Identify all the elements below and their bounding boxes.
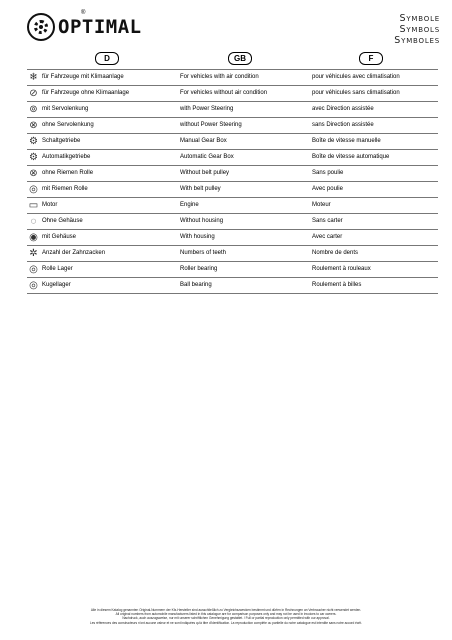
symbol-label-en: For vehicles without air condition [180, 90, 268, 96]
symbol-row [27, 118, 438, 134]
footer-line-fr: Les références des constructeurs n'ont aucune valeur et ne sont indiquées qu'à titre d'identification. La reproduction complète ou partielle du notre catalogue est interdite sans notre accord écrit. [89, 620, 363, 625]
symbol-label-de: für Fahrzeuge ohne Klimaanlage [42, 90, 130, 96]
registered-mark: ® [81, 10, 86, 16]
symbol-label-en: Manual Gear Box [180, 138, 227, 144]
symbol-label-de: ohne Servolenkung [42, 122, 94, 128]
symbol-label-de: mit Riemen Rolle [42, 186, 88, 192]
symbol-row [27, 182, 438, 198]
symbol-row [27, 166, 438, 182]
belt-pulley-icon: ◎ [29, 184, 38, 195]
symbol-label-fr: pour véhicules avec climatisation [312, 74, 400, 80]
symbol-label-de: Anzahl der Zahnzacken [42, 250, 106, 256]
manual-gearbox-icon: ⚙ [29, 136, 38, 147]
symbol-row [27, 134, 438, 150]
symbol-label-en: Automatic Gear Box [180, 154, 234, 160]
symbol-label-de: Kugellager [42, 282, 71, 288]
symbol-label-en: Numbers of teeth [180, 250, 227, 256]
symbol-row [27, 102, 438, 118]
symbol-label-fr: Boîte de vitesse manuelle [312, 138, 381, 144]
footer-disclaimer [20, 608, 432, 625]
symbol-label-en: with Power Steering [180, 106, 234, 112]
symbol-label-en: Engine [180, 202, 199, 208]
no-power-steering-icon: ⊗ [29, 120, 38, 131]
air-condition-icon: ❄ [29, 72, 38, 83]
symbol-label-fr: Sans poulie [312, 170, 344, 176]
symbol-label-fr: Boîte de vitesse automatique [312, 154, 390, 160]
footer-line-de: Alle in diesem Katalog genannten Original-Nummern der Kfz-Hersteller sind ausschließlich zu Vergleichszwecken bestimmt und dürfen in Rechnungen an Verbraucher nicht verwendet werden. [90, 608, 362, 612]
number-of-teeth-icon: ✲ [29, 248, 38, 259]
symbol-label-fr: Roulement à billes [312, 282, 362, 288]
title-english: Symbols [399, 24, 440, 35]
symbol-label-en: With belt pulley [180, 186, 221, 192]
no-belt-pulley-icon: ⊗ [29, 168, 38, 179]
symbol-row [27, 278, 438, 294]
symbol-label-en: Ball bearing [180, 282, 212, 288]
symbol-label-de: mit Servolenkung [42, 106, 89, 112]
symbol-label-de: Motor [42, 202, 58, 208]
language-header-row [28, 52, 436, 64]
page-header [0, 0, 452, 46]
ball-bearing-icon: ◎ [29, 280, 38, 291]
symbol-row [27, 230, 438, 246]
symbol-label-en: Without housing [180, 218, 224, 224]
symbol-row [27, 150, 438, 166]
symbol-label-fr: avec Direction assistée [312, 106, 374, 112]
symbol-label-fr: Avec carter [312, 234, 343, 240]
symbol-label-fr: Nombre de dents [312, 250, 359, 256]
footer-line-en: All original numbers from automobile manufacturers listed in this catalogue are for comparison purposes only and may not be used in invoices to car owners. [115, 612, 337, 617]
symbol-label-en: For vehicles with air condition [180, 74, 259, 80]
symbol-label-en: without Power Steering [180, 122, 242, 128]
symbol-label-de: mit Gehäuse [42, 234, 77, 240]
symbol-label-fr: Avec poulie [312, 186, 343, 192]
logo-text: OPTIMAL [58, 16, 142, 38]
symbol-label-fr: Roulement à rouleaux [312, 266, 371, 272]
footer-line-reprint: Nachdruck, auch auszugsweise, nur mit unserer schriftlichen Genehmigung gestattet. / Full or partial reproduction only permitted with our approval. [122, 616, 330, 621]
symbol-label-en: With housing [180, 234, 215, 240]
title-german: Symbole [399, 13, 440, 24]
title-french: Symboles [394, 35, 440, 46]
no-air-condition-icon: ⊘ [29, 88, 38, 99]
symbol-label-de: Schaltgetriebe [42, 138, 81, 144]
symbol-table [27, 69, 438, 294]
symbol-label-en: Without belt pulley [180, 170, 230, 176]
power-steering-icon: ⊚ [29, 104, 38, 115]
symbol-label-de: ohne Riemen Rolle [42, 170, 94, 176]
language-label-f: F [359, 52, 383, 65]
roller-bearing-icon: ◎ [29, 264, 38, 275]
no-housing-icon: ◌ [30, 216, 37, 227]
optimal-emblem-icon [27, 13, 55, 41]
symbol-label-de: Ohne Gehäuse [42, 218, 83, 224]
symbol-row [27, 214, 438, 230]
symbol-row [27, 86, 438, 102]
symbol-label-de: für Fahrzeuge mit Klimaanlage [42, 74, 124, 80]
optimal-logo [27, 12, 142, 42]
symbol-row [27, 198, 438, 214]
symbol-label-en: Roller bearing [180, 266, 218, 272]
symbol-row [27, 69, 438, 86]
symbol-label-de: Rolle Lager [42, 266, 73, 272]
symbol-label-fr: pour véhicules sans climatisation [312, 90, 400, 96]
symbol-label-fr: Moteur [312, 202, 331, 208]
symbol-row [27, 246, 438, 262]
engine-icon: ▭ [28, 200, 39, 211]
page-titles [394, 13, 440, 46]
automatic-gearbox-icon: ⚙ [29, 152, 38, 163]
symbol-label-de: Automatikgetriebe [42, 154, 91, 160]
language-label-gb: GB [228, 52, 252, 65]
symbol-row [27, 262, 438, 278]
symbol-label-fr: Sans carter [312, 218, 343, 224]
symbol-label-fr: sans Direction assistée [312, 122, 374, 128]
housing-icon: ◉ [29, 232, 38, 243]
language-label-d: D [95, 52, 119, 65]
